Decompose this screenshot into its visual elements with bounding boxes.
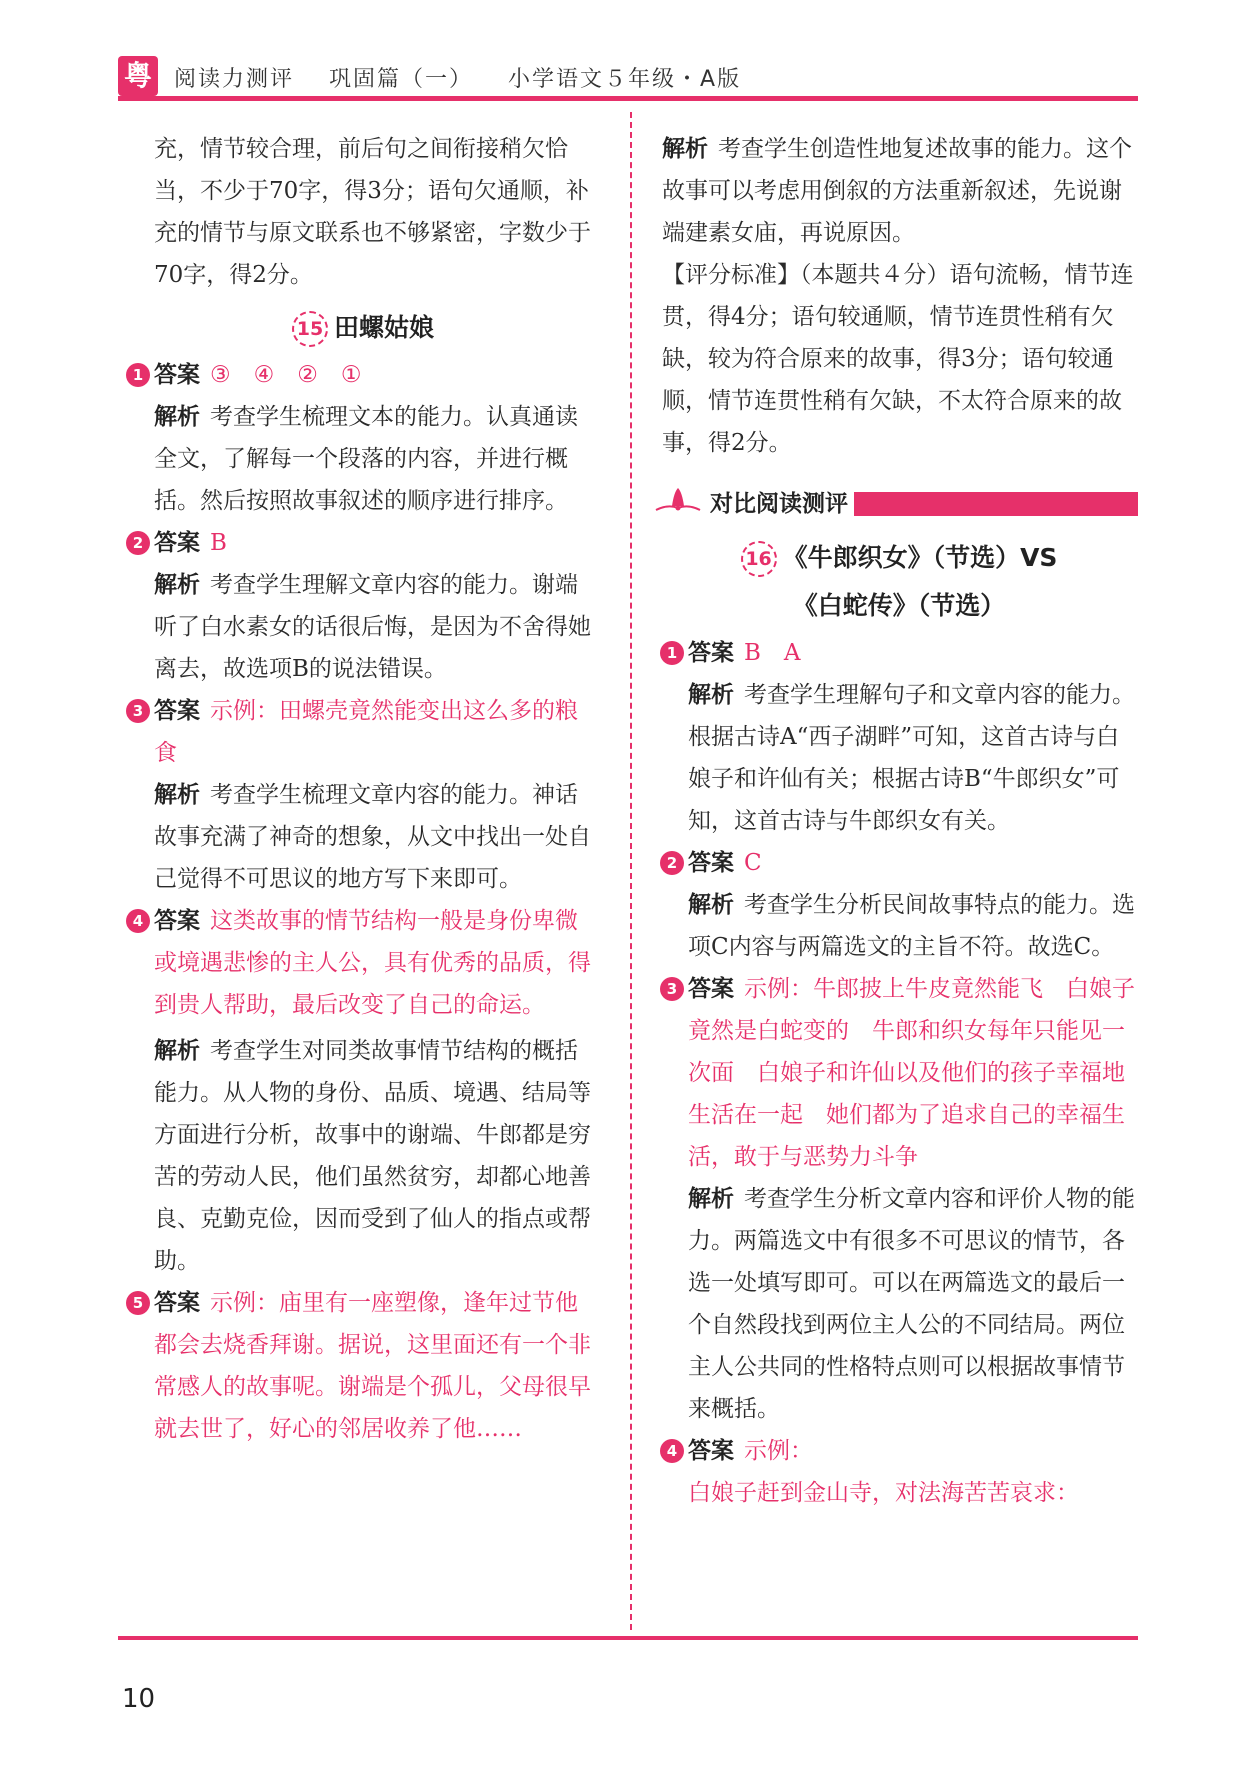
- question-number: 3: [126, 699, 150, 723]
- section-number-badge: 16: [741, 541, 777, 577]
- answer-label: 答案: [154, 908, 200, 934]
- answer-text: 示例：田螺壳竟然能变出这么多的粮食: [154, 698, 578, 766]
- section-16-title: [662, 536, 1136, 580]
- banner-title: 对比阅读测评: [710, 491, 848, 517]
- answer-text: ③ ④ ② ①: [210, 362, 362, 388]
- section-title-text: 田螺姑娘: [333, 313, 434, 342]
- answer-label: 答案: [688, 1438, 734, 1464]
- analysis-text: 考查学生分析文章内容和评价人物的能力。两篇选文中有很多不可思议的情节，各选一处填写即可。可以在两篇选文的最后一个自然段找到两位主人公的不同结局。两位主人公共同的性格特点则可以根据故事情节来概括。: [688, 1186, 1135, 1422]
- header-part-grade: 小学语文５年级・A版: [508, 67, 742, 92]
- intro-paragraph: 充，情节较合理，前后句之间衔接稍欠恰当，不少于70字，得3分；语句欠通顺，补充的情节与原文联系也不够紧密，字数少于70字，得2分。: [154, 136, 591, 288]
- question-3: [128, 690, 598, 900]
- answer-text: B: [210, 530, 227, 556]
- question-number: 3: [660, 977, 684, 1001]
- answer-label: 答案: [688, 850, 734, 876]
- right-column: [662, 128, 1136, 1514]
- page-number: 10: [122, 1684, 156, 1714]
- analysis-label: 解析: [154, 404, 200, 430]
- question-1: [128, 354, 598, 522]
- analysis-text: 考查学生梳理文章内容的能力。神话故事充满了神奇的想象，从文中找出一处自己觉得不可思议的地方写下来即可。: [154, 782, 591, 892]
- analysis-label: 解析: [688, 682, 734, 708]
- section-16-title-line2: 《白蛇传》（节选）: [792, 591, 1006, 620]
- answer-text: C: [744, 850, 762, 876]
- logo-badge: 粤: [118, 56, 158, 96]
- answer-text: 示例：: [744, 1438, 813, 1464]
- analysis-text: 考查学生对同类故事情节结构的概括能力。从人物的身份、品质、境遇、结局等方面进行分析，故事中的谢端、牛郎都是穷苦的劳动人民，他们虽然贫穷，却都心地善良、克勤克俭，因而受到了仙人的指点或帮助。: [154, 1038, 591, 1274]
- question-3: [662, 968, 1136, 1430]
- flower-ornament-icon: [654, 486, 702, 516]
- answer-label: 答案: [154, 698, 200, 724]
- answer-label: 答案: [154, 362, 200, 388]
- section-number-badge: 15: [292, 311, 328, 347]
- header-title: [174, 62, 767, 93]
- question-number: 2: [126, 531, 150, 555]
- question-number: 4: [126, 909, 150, 933]
- comparison-reading-banner: [662, 482, 1136, 526]
- header-rule: [118, 96, 1138, 101]
- question-4: [128, 900, 598, 1282]
- header-part-book: 阅读力测评: [174, 67, 295, 92]
- analysis-label: 解析: [154, 572, 200, 598]
- question-5-analysis: [662, 128, 1136, 254]
- footer-rule: [118, 1636, 1138, 1640]
- section-15-title: [128, 306, 598, 350]
- question-2: [128, 522, 598, 690]
- analysis-text: 考查学生理解句子和文章内容的能力。根据古诗A“西子湖畔”可知，这首古诗与白娘子和许仙有关；根据古诗B“牛郎织女”可知，这首古诗与牛郎织女有关。: [688, 682, 1135, 834]
- analysis-text: 考查学生创造性地复述故事的能力。这个故事可以考虑用倒叙的方法重新叙述，先说谢端建素女庙，再说原因。: [662, 136, 1132, 246]
- answer-text-continued: 白娘子赶到金山寺，对法海苦苦哀求：: [688, 1480, 1079, 1506]
- scoring-criteria: 【评分标准】（本题共４分）语句流畅，情节连贯，得4分；语句较通顺，情节连贯性稍有欠缺，较为符合原来的故事，得3分；语句较通顺，情节连贯性稍有欠缺，不太符合原来的故事，得2分。: [662, 262, 1134, 456]
- column-divider: [630, 112, 632, 1630]
- question-number: 4: [660, 1439, 684, 1463]
- answer-label: 答案: [154, 1290, 200, 1316]
- banner-bar: [854, 492, 1138, 516]
- analysis-label: 解析: [688, 892, 734, 918]
- question-4: [662, 1430, 1136, 1514]
- answer-text: 示例：庙里有一座塑像，逢年过节他都会去烧香拜谢。据说，这里面还有一个非常感人的故事呢。谢端是个孤儿，父母很早就去世了，好心的邻居收养了他……: [154, 1290, 591, 1442]
- analysis-text: 考查学生梳理文本的能力。认真通读全文，了解每一个段落的内容，并进行概括。然后按照故事叙述的顺序进行排序。: [154, 404, 578, 514]
- question-number: 2: [660, 851, 684, 875]
- header-part-volume: 巩固篇（一）: [329, 67, 474, 92]
- answer-label: 答案: [688, 976, 734, 1002]
- answer-text: 这类故事的情节结构一般是身份卑微或境遇悲惨的主人公，具有优秀的品质，得到贵人帮助，最后改变了自己的命运。: [154, 908, 591, 1018]
- question-number: 1: [126, 363, 150, 387]
- left-column: [128, 128, 598, 1450]
- section-title-line1: 《牛郎织女》（节选）VS: [782, 543, 1058, 572]
- answer-text: 示例：牛郎披上牛皮竟然能飞 白娘子竟然是白蛇变的 牛郎和织女每年只能见一次面 白娘子和许仙以及他们的孩子幸福地生活在一起 她们都为了追求自己的幸福生活，敢于与恶势力斗争: [688, 976, 1135, 1170]
- answer-label: 答案: [154, 530, 200, 556]
- question-2: [662, 842, 1136, 968]
- analysis-label: 解析: [154, 1038, 200, 1064]
- analysis-label: 解析: [688, 1186, 734, 1212]
- question-5: [128, 1282, 598, 1450]
- question-number: 5: [126, 1291, 150, 1315]
- analysis-text: 考查学生理解文章内容的能力。谢端听了白水素女的话很后悔，是因为不舍得她离去，故选项B的说法错误。: [154, 572, 591, 682]
- answer-text: B A: [744, 640, 801, 666]
- page-header: [118, 50, 1138, 96]
- answer-label: 答案: [688, 640, 734, 666]
- analysis-label: 解析: [662, 136, 708, 162]
- analysis-text: 考查学生分析民间故事特点的能力。选项C内容与两篇选文的主旨不符。故选C。: [688, 892, 1135, 960]
- question-1: [662, 632, 1136, 842]
- analysis-label: 解析: [154, 782, 200, 808]
- question-number: 1: [660, 641, 684, 665]
